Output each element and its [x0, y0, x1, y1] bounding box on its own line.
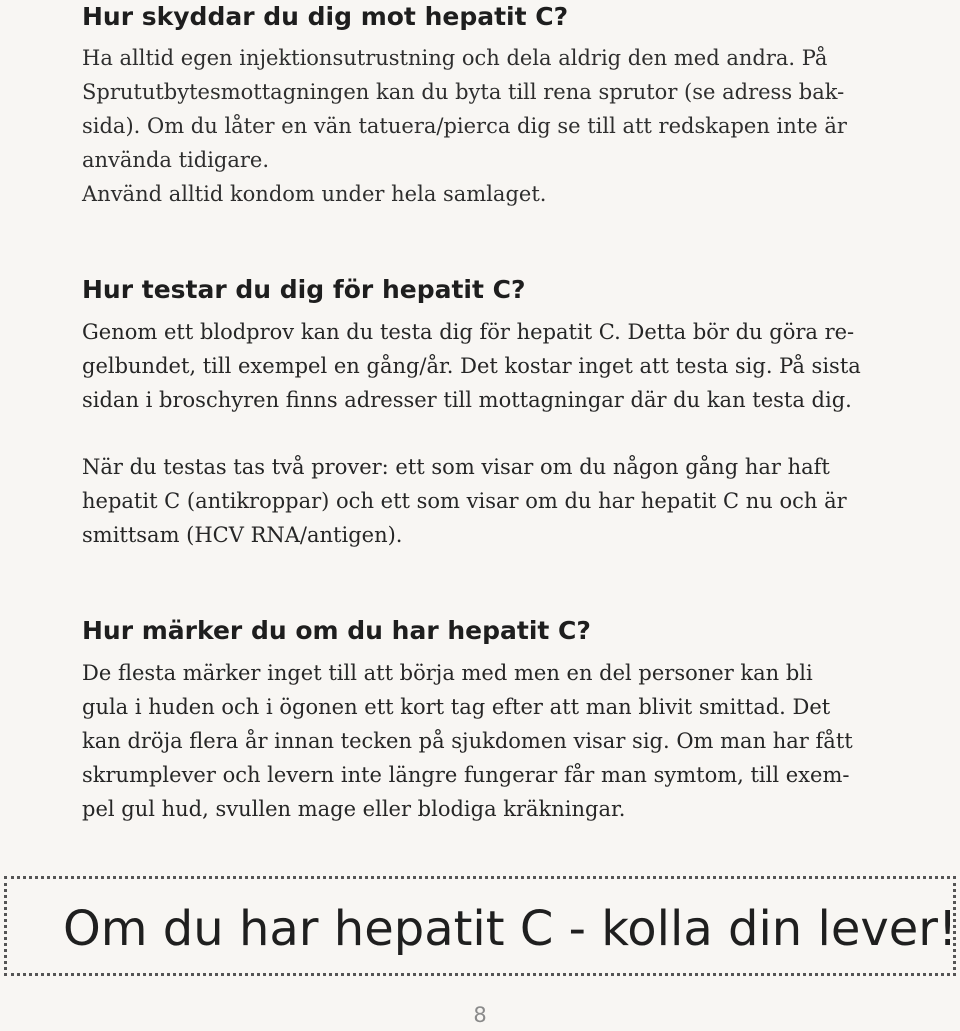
paragraph-samples-line-3: smittsam (HCV RNA/antigen).: [82, 523, 403, 547]
page-number: 8: [473, 1003, 487, 1027]
paragraph-samples-line-2: hepatit C (antikroppar) och ett som visar om du har hepatit C nu och är: [82, 489, 847, 513]
heading-symptoms: Hur märker du om du har hepatit C?: [82, 616, 591, 645]
paragraph-testing-line-1: Genom ett blodprov kan du testa dig för hepatit C. Detta bör du göra re-: [82, 320, 855, 344]
paragraph-symptoms-line-2: gula i huden och i ögonen ett kort tag efter att man blivit smittad. Det: [82, 695, 831, 719]
paragraph-protection-line-1: Ha alltid egen injektionsutrustning och dela aldrig den med andra. På: [82, 46, 828, 70]
heading-testing: Hur testar du dig för hepatit C?: [82, 275, 526, 304]
heading-protection: Hur skyddar du dig mot hepatit C?: [82, 2, 569, 31]
paragraph-protection-line-2: Sprututbytesmottagningen kan du byta till rena sprutor (se adress bak-: [82, 80, 845, 104]
paragraph-protection-line-3: sida). Om du låter en vän tatuera/pierca dig se till att redskapen inte är: [82, 114, 847, 138]
paragraph-condom-line: Använd alltid kondom under hela samlaget.: [82, 182, 547, 206]
paragraph-testing-line-3: sidan i broschyren finns adresser till mottagningar där du kan testa dig.: [82, 388, 852, 412]
paragraph-symptoms-line-1: De flesta märker inget till att börja med men en del personer kan bli: [82, 661, 813, 685]
callout-banner: [4, 876, 956, 976]
paragraph-symptoms-line-4: skrumplever och levern inte längre fungerar får man symtom, till exem-: [82, 763, 850, 787]
section-symptoms: [82, 616, 853, 826]
paragraph-protection-line-4: använda tidigare.: [82, 148, 270, 172]
section-protection: [82, 2, 847, 211]
paragraph-symptoms-line-3: kan dröja flera år innan tecken på sjukdomen visar sig. Om man har fått: [82, 729, 853, 753]
paragraph-testing-line-2: gelbundet, till exempel en gång/år. Det kostar inget att testa sig. På sista: [82, 354, 861, 378]
paragraph-samples-line-1: När du testas tas två prover: ett som visar om du någon gång har haft: [82, 455, 830, 479]
callout-banner-text: Om du har hepatit C - kolla din lever!: [63, 901, 958, 957]
paragraph-symptoms-line-5: pel gul hud, svullen mage eller blodiga kräkningar.: [82, 797, 626, 821]
section-testing: [82, 275, 861, 552]
